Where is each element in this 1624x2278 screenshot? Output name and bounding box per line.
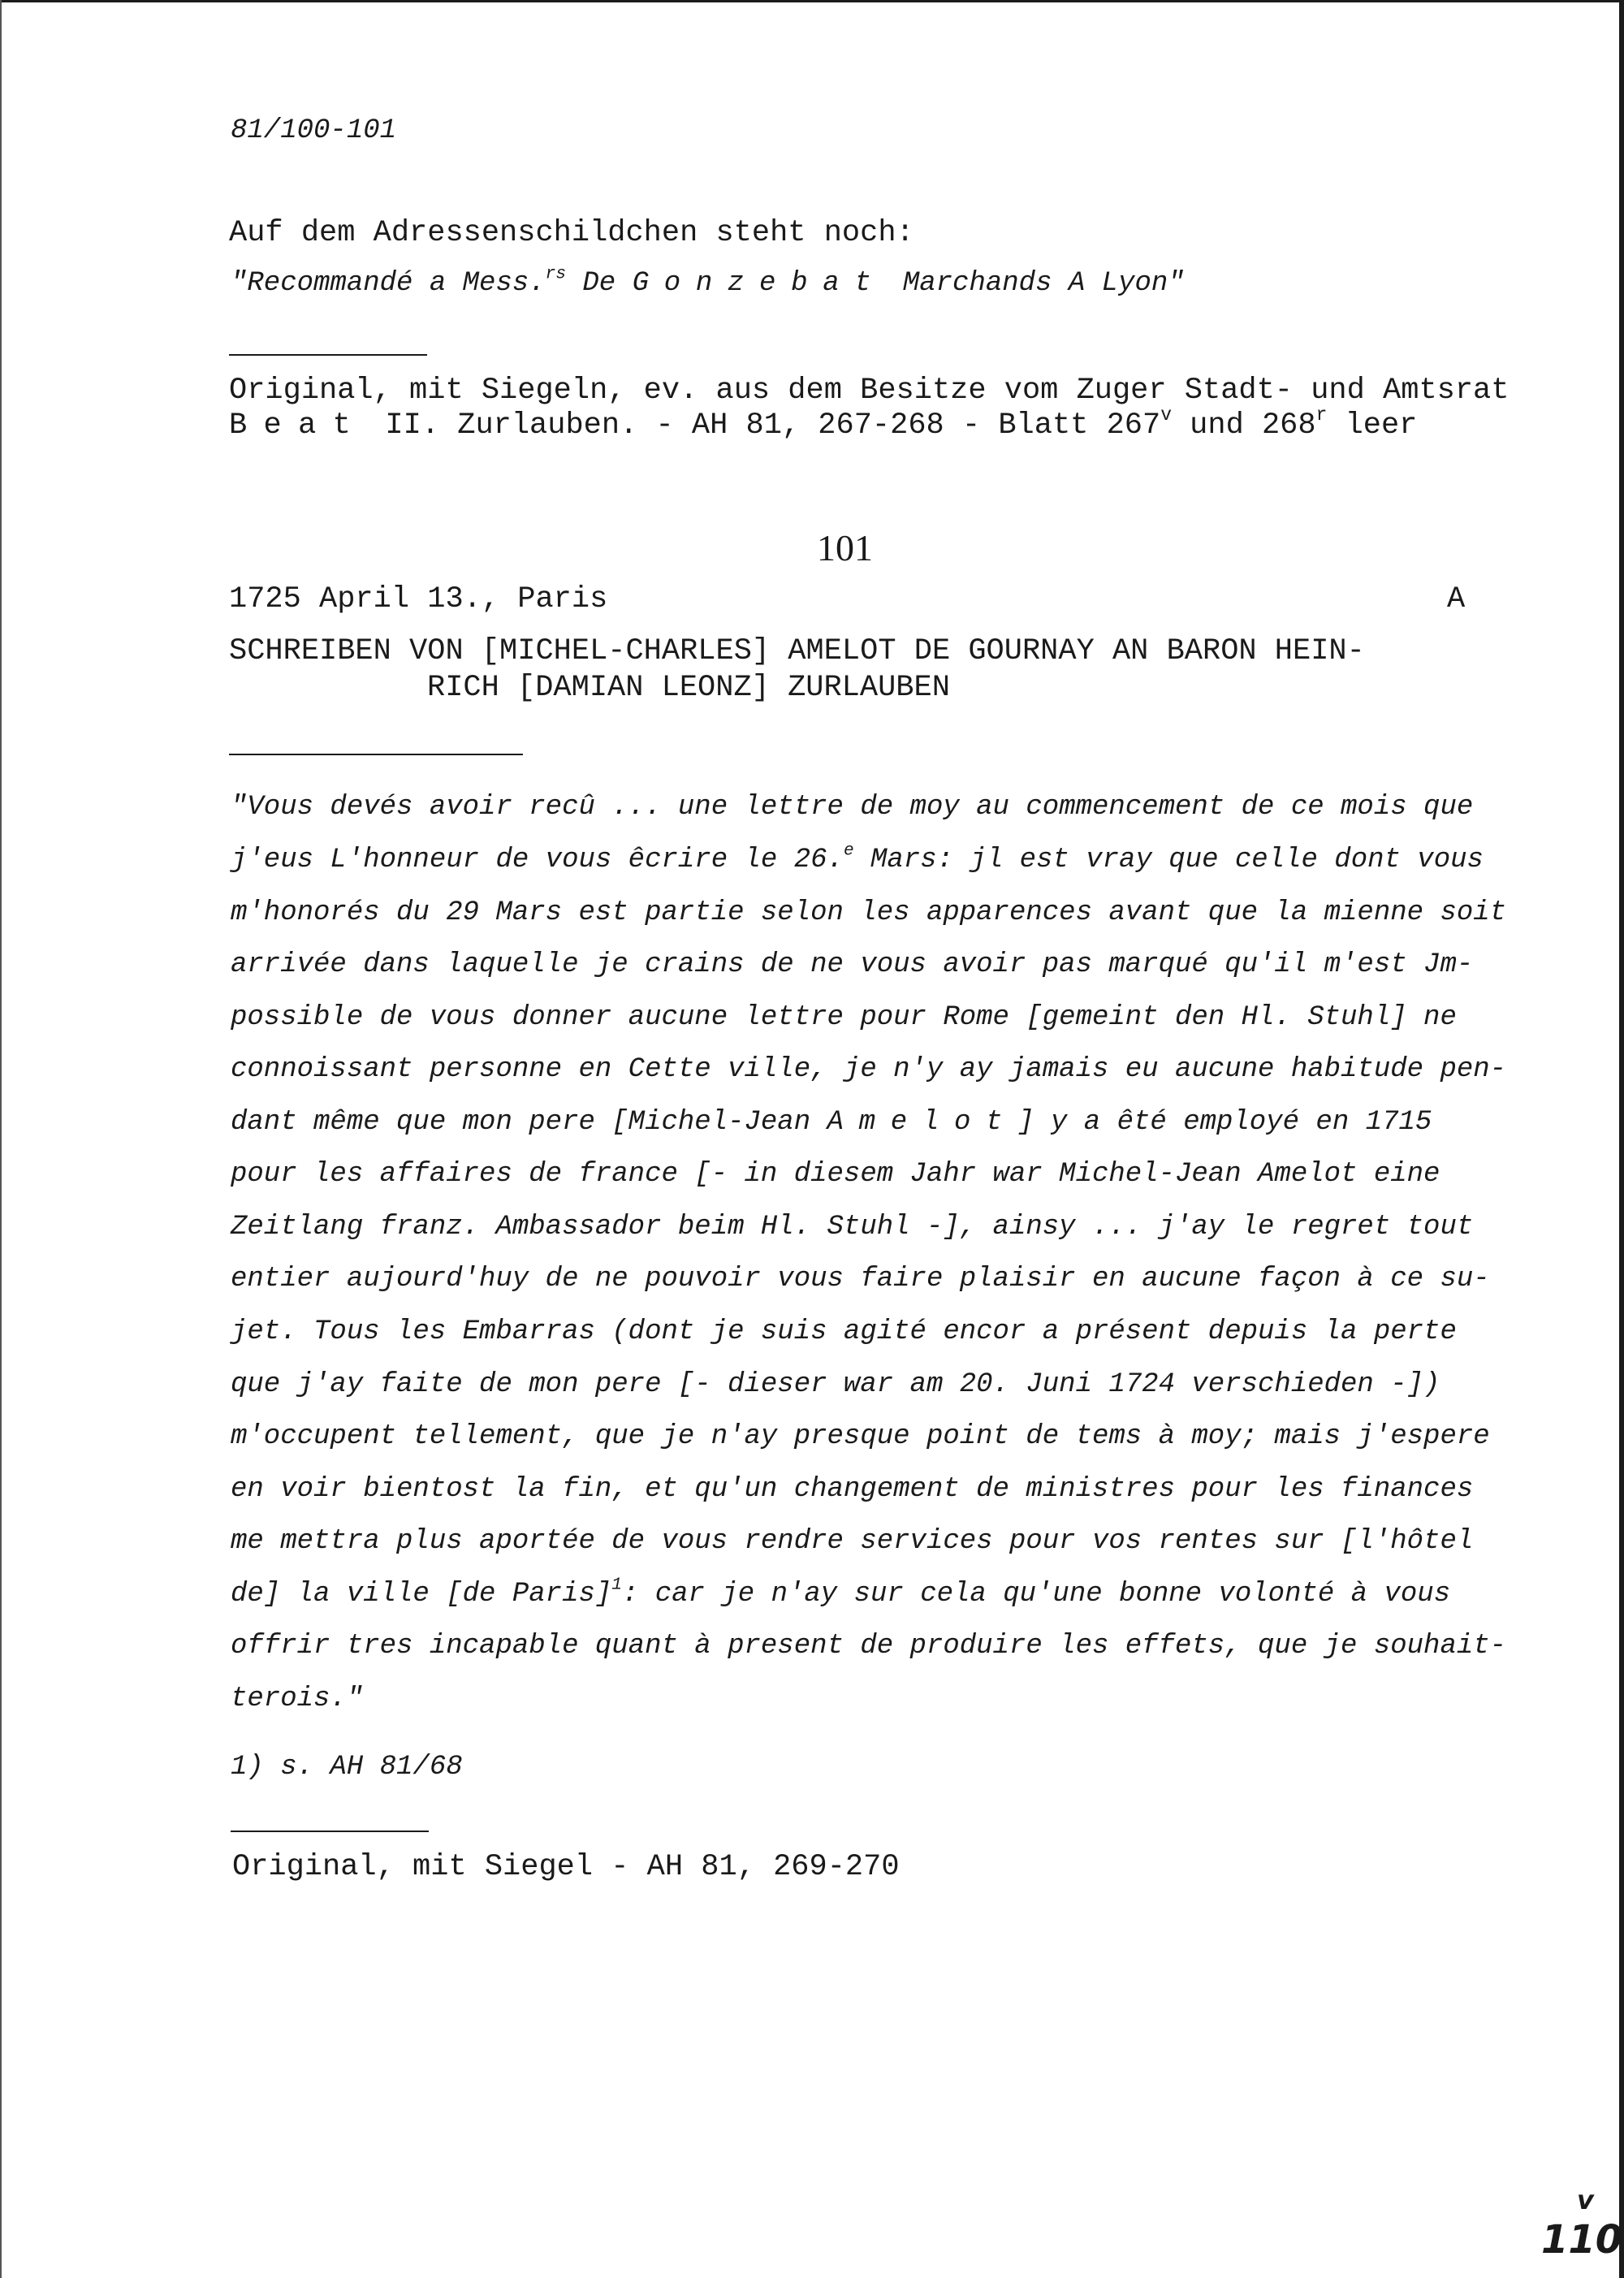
body-line: m'honorés du 29 Mars est partie selon les apparences avant que la mienne soit bbox=[231, 897, 1507, 928]
source-superscript-v: v bbox=[1160, 404, 1172, 426]
page-number-handwritten: 110 bbox=[1541, 2217, 1623, 2263]
body-line: "Vous devés avoir recû ... une lettre de moy au commencement de ce mois que bbox=[231, 792, 1474, 823]
date-place: 1725 April 13., Paris bbox=[229, 582, 608, 616]
scan-edge-right bbox=[1619, 0, 1624, 2278]
body-text: : car je n'ay sur cela qu'une bonne volonté à vous bbox=[621, 1579, 1451, 1610]
body-line: possible de vous donner aucune lettre pour Rome [gemeint den Hl. Stuhl] ne bbox=[231, 1002, 1457, 1033]
address-quote-text-a: "Recommandé a Mess. bbox=[231, 268, 546, 299]
document-number: 101 bbox=[817, 527, 873, 568]
body-superscript: e bbox=[843, 841, 854, 861]
source-note-2: Original, mit Siegel - AH 81, 269-270 bbox=[232, 1850, 900, 1884]
source-note-text-c: leer bbox=[1327, 408, 1418, 443]
body-line bbox=[231, 1107, 1432, 1138]
source-note-line-2 bbox=[229, 404, 1418, 443]
address-quote bbox=[231, 264, 1185, 299]
body-line bbox=[231, 1575, 1451, 1610]
address-quote-text-b: De bbox=[565, 268, 633, 299]
letter-marker: A bbox=[1447, 582, 1466, 616]
source-note-line-1: Original, mit Siegeln, ev. aus dem Besitze vom Zuger Stadt- und Amtsrat bbox=[229, 374, 1510, 408]
body-line: arrivée dans laquelle je crains de ne vous avoir pas marqué qu'il m'est Jm- bbox=[231, 949, 1474, 980]
separator-rule bbox=[229, 354, 427, 356]
heading-line-1: SCHREIBEN VON [MICHEL-CHARLES] AMELOT DE GOURNAY AN BARON HEIN- bbox=[229, 634, 1365, 668]
footnote: 1) s. AH 81/68 bbox=[231, 1752, 463, 1783]
body-line: terois." bbox=[231, 1684, 364, 1714]
body-text: ] y a êté employé en 1715 bbox=[1017, 1107, 1432, 1138]
scan-edge-left bbox=[0, 0, 2, 2278]
body-line: Zeitlang franz. Ambassador beim Hl. Stuhl -], ainsy ... j'ay le regret tout bbox=[231, 1212, 1474, 1243]
source-note-text-a: II. Zurlauben. - AH 81, 267-268 - Blatt 267 bbox=[367, 408, 1161, 443]
source-superscript-r: r bbox=[1315, 404, 1328, 426]
body-line bbox=[231, 841, 1484, 875]
body-line: pour les affaires de france [- in diesem Jahr war Michel-Jean Amelot eine bbox=[231, 1159, 1440, 1190]
address-spaced-name: Gonzebat bbox=[632, 268, 887, 299]
body-text: dant même que mon pere [Michel-Jean bbox=[231, 1107, 827, 1138]
body-line: que j'ay faite de mon pere [- dieser war am 20. Juni 1724 verschieden -]) bbox=[231, 1369, 1440, 1400]
body-spaced-name: Amelot bbox=[827, 1107, 1018, 1138]
body-text: Mars: jl est vray que celle dont vous bbox=[853, 845, 1484, 875]
reference-number: 81/100-101 bbox=[231, 115, 397, 146]
scan-edge-top bbox=[0, 0, 1624, 2]
body-text: j'eus L'honneur de vous êcrire le 26. bbox=[231, 845, 844, 875]
body-line: entier aujourd'huy de ne pouvoir vous faire plaisir en aucune façon à ce su- bbox=[231, 1264, 1490, 1295]
separator-rule bbox=[229, 754, 523, 755]
address-superscript: rs bbox=[545, 264, 566, 284]
body-text: de] la ville [de Paris] bbox=[231, 1579, 612, 1610]
body-line: m'occupent tellement, que je n'ay presque point de tems à moy; mais j'espere bbox=[231, 1421, 1490, 1452]
address-quote-text-c: Marchands A Lyon" bbox=[886, 268, 1185, 299]
source-spaced-name: Beat bbox=[229, 408, 368, 443]
address-note: Auf dem Adressenschildchen steht noch: bbox=[229, 216, 914, 250]
body-line: offrir tres incapable quant à present de produire les effets, que je souhait- bbox=[231, 1631, 1507, 1662]
footnote-marker: 1 bbox=[611, 1575, 622, 1595]
separator-rule bbox=[231, 1831, 429, 1832]
body-line: connoissant personne en Cette ville, je n'y ay jamais eu aucune habitude pen- bbox=[231, 1054, 1507, 1085]
body-line: en voir bientost la fin, et qu'un changement de ministres pour les finances bbox=[231, 1474, 1474, 1505]
source-note-text-b: und 268 bbox=[1171, 408, 1316, 443]
page-mark-tick: v bbox=[1577, 2185, 1594, 2215]
heading-line-2: RICH [DAMIAN LEONZ] ZURLAUBEN bbox=[427, 671, 950, 705]
body-line: jet. Tous les Embarras (dont je suis agité encor a présent depuis la perte bbox=[231, 1316, 1457, 1347]
body-line: me mettra plus aportée de vous rendre services pour vos rentes sur [l'hôtel bbox=[231, 1526, 1474, 1557]
